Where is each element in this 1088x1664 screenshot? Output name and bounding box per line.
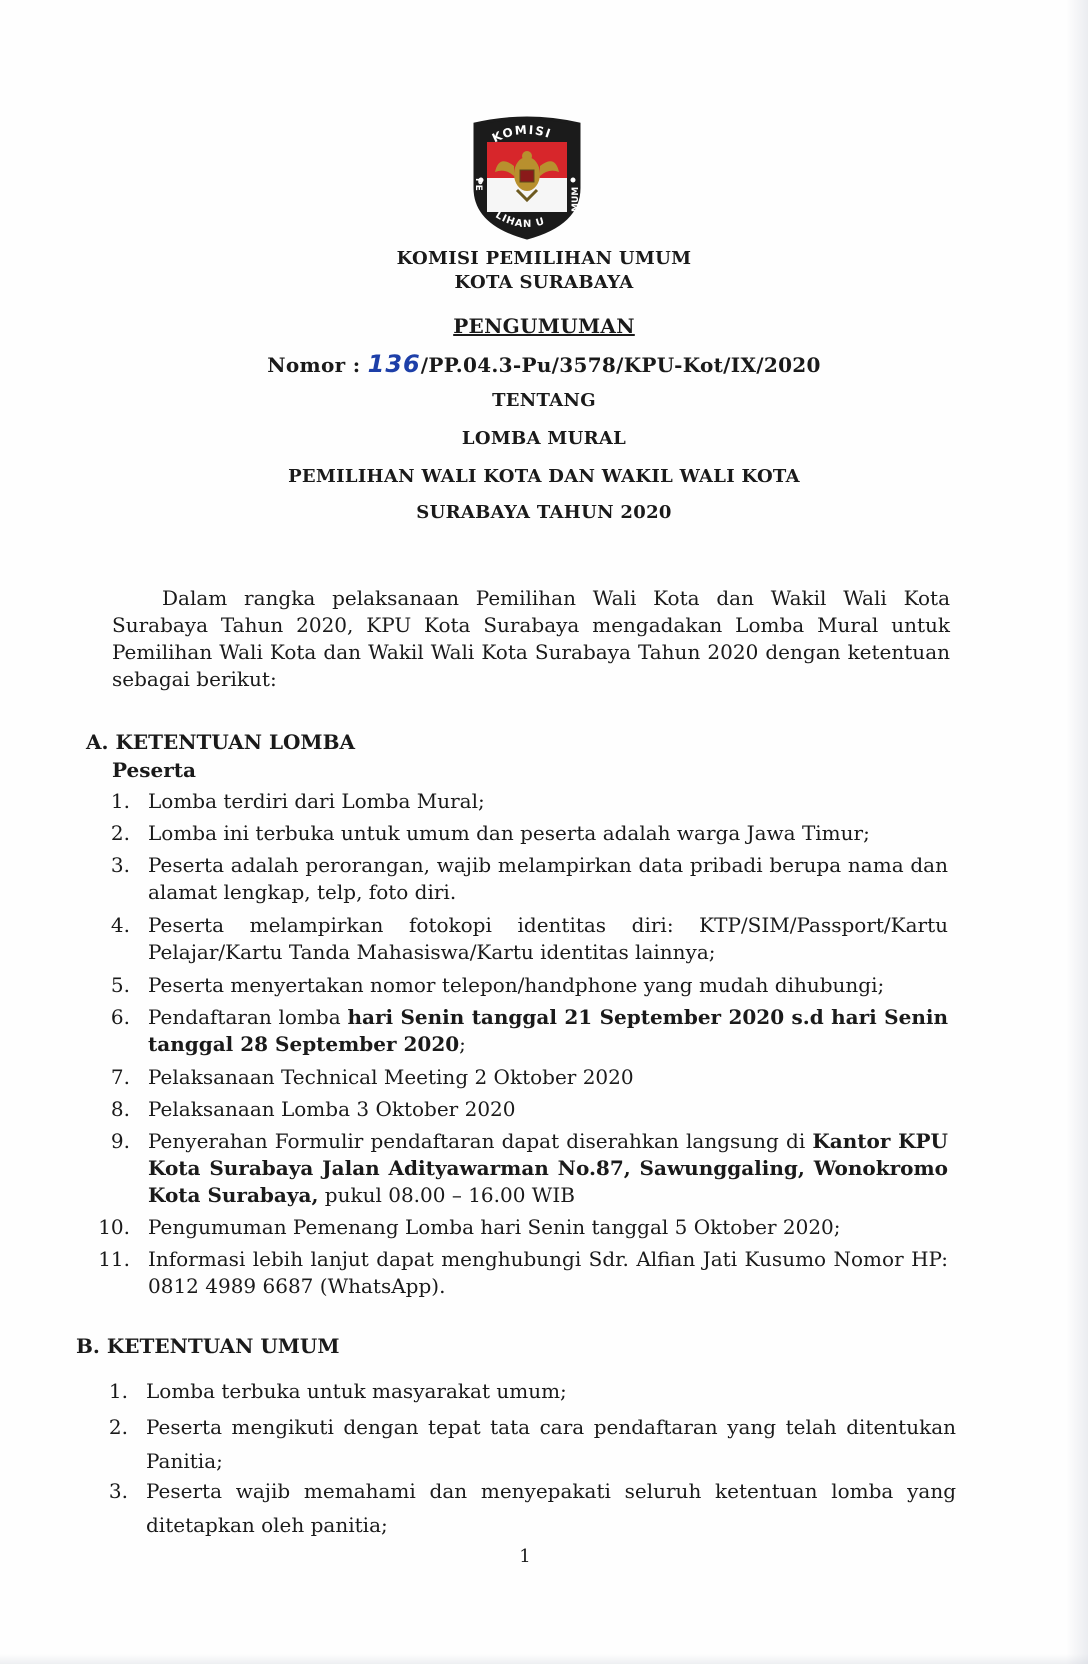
list-item-text-post: pukul 08.00 – 16.00 WIB [318, 1183, 575, 1207]
section-a-title: A. KETENTUAN LOMBA [86, 730, 355, 754]
section-a-subtitle: Peserta [112, 758, 196, 782]
list-item-number: 7. [110, 1065, 130, 1089]
list-item-number: 11. [98, 1247, 130, 1271]
svg-text:KOMISI: KOMISI [489, 122, 554, 146]
list-item-text [148, 1128, 948, 1209]
list-item-text: Pelaksanaan Lomba 3 Oktober 2020 [148, 1097, 516, 1121]
org-name-line2: KOTA SURABAYA [454, 272, 634, 293]
subject-line2: PEMILIHAN WALI KOTA DAN WAKIL WALI KOTA [288, 466, 800, 487]
list-item-number: 5. [110, 973, 130, 997]
list-item-text: Lomba ini terbuka untuk umum dan peserta adalah warga Jawa Timur; [148, 821, 870, 845]
nomor-rest: /PP.04.3-Pu/3578/KPU-Kot/IX/2020 [420, 353, 821, 377]
nomor-label: Nomor : [267, 353, 368, 377]
list-item-text: Informasi lebih lanjut dapat menghubungi Sdr. Alfian Jati Kusumo Nomor HP: 0812 4989 6687 (WhatsApp). [148, 1247, 948, 1298]
list-item-number: 3. [110, 853, 130, 877]
list-item-text: Peserta adalah perorangan, wajib melampirkan data pribadi berupa nama dan alamat lengkap, telp, foto diri. [148, 853, 948, 904]
list-item-text-bold: hari Senin tanggal 21 September 2020 s.d hari Senin tanggal 28 September 2020 [148, 1005, 948, 1056]
list-item-text: Lomba terbuka untuk masyarakat umum; [146, 1379, 567, 1403]
list-item-text-bold: Kantor KPU Kota Surabaya Jalan Adityawarman No.87, Sawunggaling, Wonokromo Kota Surabaya, [148, 1129, 949, 1207]
svg-text:LIHAN U: LIHAN U [493, 209, 547, 231]
list-item-text-pre: Penyerahan Formulir pendaftaran dapat diserahkan langsung di [148, 1129, 813, 1153]
org-name-line1: KOMISI PEMILIHAN UMUM [396, 248, 692, 269]
nomor-line [0, 350, 1088, 378]
intro-paragraph: Dalam rangka pelaksanaan Pemilihan Wali Kota dan Wakil Wali Kota Surabaya Tahun 2020, KPU Kota Surabaya mengadakan Lomba Mural untuk Pemilihan Wali Kota dan Wakil Wali Kota Surabaya Tahun 2020 dengan ketentuan sebagai berikut: [112, 586, 950, 691]
list-item-text: Peserta mengikuti dengan tepat tata cara pendaftaran yang telah ditentukan Panitia; [146, 1415, 956, 1473]
list-item-text: Pelaksanaan Technical Meeting 2 Oktober 2020 [148, 1065, 634, 1089]
svg-text:PE: PE [473, 178, 483, 191]
list-item-text: Peserta menyertakan nomor telepon/handphone yang mudah dihubungi; [148, 973, 885, 997]
list-item-number: 9. [110, 1129, 130, 1153]
subject-line1: LOMBA MURAL [461, 428, 627, 449]
list-item-text: Peserta melampirkan fotokopi identitas diri: KTP/SIM/Passport/Kartu Pelajar/Kartu Tanda Mahasiswa/Kartu identitas lainnya; [148, 913, 948, 964]
subject-line3: SURABAYA TAHUN 2020 [416, 502, 672, 523]
list-item-text: Lomba terdiri dari Lomba Mural; [148, 789, 485, 813]
list-item-number: 4. [110, 913, 130, 937]
list-item-number: 1. [108, 1379, 128, 1403]
list-item-number: 1. [110, 789, 130, 813]
kpu-logo [469, 116, 585, 240]
doc-type: PENGUMUMAN [453, 314, 635, 338]
nomor-handwritten: 136 [367, 350, 421, 378]
tentang-heading: TENTANG [492, 390, 596, 411]
list-item-number: 2. [110, 821, 130, 845]
page-number: 1 [519, 1546, 531, 1567]
list-item-number: 6. [110, 1005, 130, 1029]
list-item-number: 10. [98, 1215, 130, 1239]
list-item-text-pre: Pendaftaran lomba [148, 1005, 348, 1029]
list-item-number: 3. [108, 1479, 128, 1503]
list-item-text [148, 1004, 948, 1058]
list-item-number: 2. [108, 1415, 128, 1439]
list-item-text: Pengumuman Pemenang Lomba hari Senin tanggal 5 Oktober 2020; [148, 1215, 841, 1239]
list-item-text-post: ; [459, 1032, 466, 1056]
list-item-text: Peserta wajib memahami dan menyepakati seluruh ketentuan lomba yang ditetapkan oleh panitia; [146, 1479, 956, 1537]
section-b-title: B. KETENTUAN UMUM [76, 1334, 340, 1358]
scan-edge-shadow [1066, 0, 1088, 1664]
scan-edge-shadow-bottom [0, 1654, 1088, 1664]
list-item-number: 8. [110, 1097, 130, 1121]
svg-text:MUM: MUM [571, 186, 581, 212]
